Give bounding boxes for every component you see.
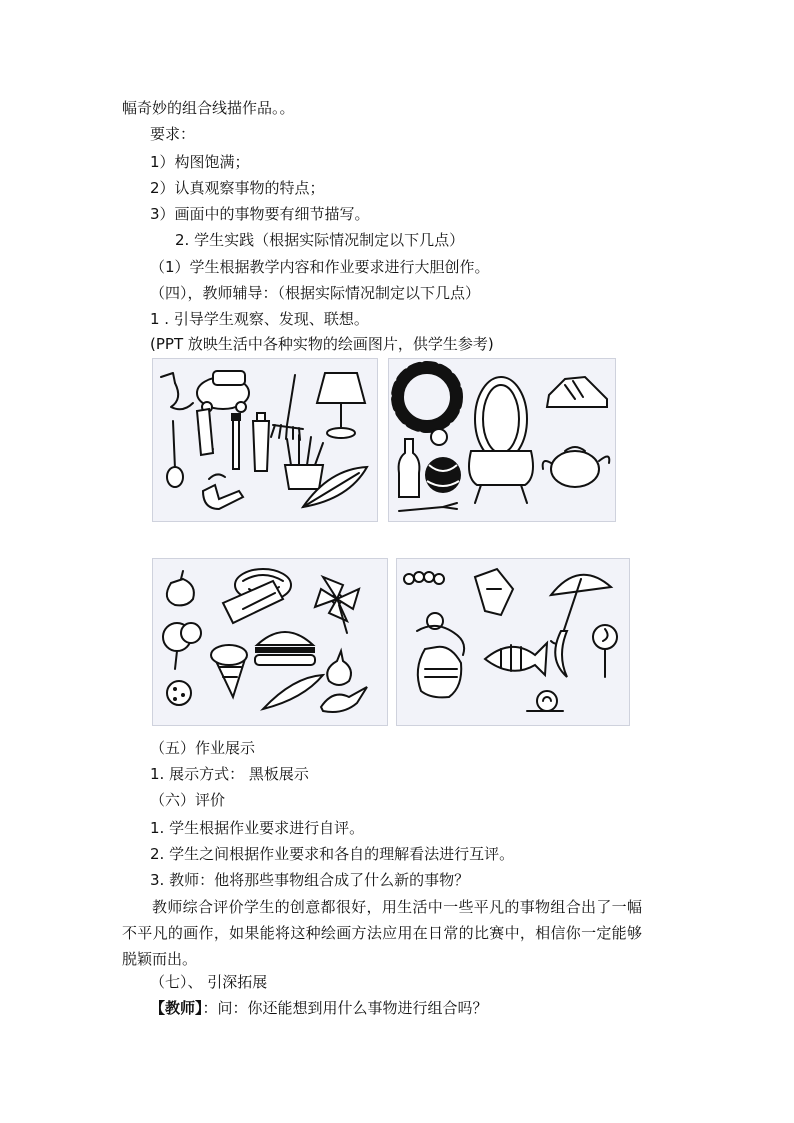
text-line: 1. 展示方式： 黑板展示: [150, 765, 309, 783]
text-line: 2. 学生之间根据作业要求和各自的理解看法进行互评。: [150, 845, 515, 863]
section-heading: （六）评价: [150, 791, 226, 809]
text-line: 幅奇妙的组合线描作品。。: [122, 99, 295, 117]
requirement-item: 1）构图饱满；: [150, 153, 250, 171]
section-heading: 2. 学生实践（根据实际情况制定以下几点）: [175, 231, 465, 249]
text-line: （1）学生根据教学内容和作业要求进行大胆创作。: [150, 258, 490, 276]
text-line: [150, 998, 488, 1018]
requirements-heading: 要求：: [150, 125, 196, 143]
section-heading: （四），教师辅导：（根据实际情况制定以下几点）: [150, 284, 481, 302]
requirement-item: 3）画面中的事物要有细节描写。: [150, 205, 370, 223]
drawing-image-furniture: [388, 358, 616, 522]
teacher-label: 【教师】: [150, 999, 203, 1017]
text-line: 1. 学生根据作业要求进行自评。: [150, 819, 365, 837]
requirement-item: 2）认真观察事物的特点；: [150, 179, 325, 197]
drawing-image-food: [152, 558, 388, 726]
animals-drawing: [397, 559, 629, 725]
paragraph: 教师综合评价学生的创意都很好，用生活中一些平凡的事物组合出了一幅不平凡的画作，如果能将这种绘画方法应用在日常的比赛中，相信你一定能够脱颖而出。: [122, 898, 642, 968]
household-drawing: [153, 359, 377, 521]
text-line: 1 . 引导学生观察、发现、联想。: [150, 310, 369, 328]
furniture-drawing: [389, 359, 615, 521]
drawing-image-household: [152, 358, 378, 522]
section-heading: （五）作业展示: [150, 739, 256, 757]
question-text: ：问：你还能想到用什么事物进行组合吗？: [202, 999, 488, 1017]
section-heading: （七）、 引深拓展: [150, 973, 268, 991]
text-line: 3. 教师：他将那些事物组合成了什么新的事物？: [150, 871, 470, 889]
drawing-image-animals: [396, 558, 630, 726]
food-drawing: [153, 559, 387, 725]
text-line: (PPT 放映生活中各种实物的绘画图片，供学生参考): [150, 335, 494, 353]
